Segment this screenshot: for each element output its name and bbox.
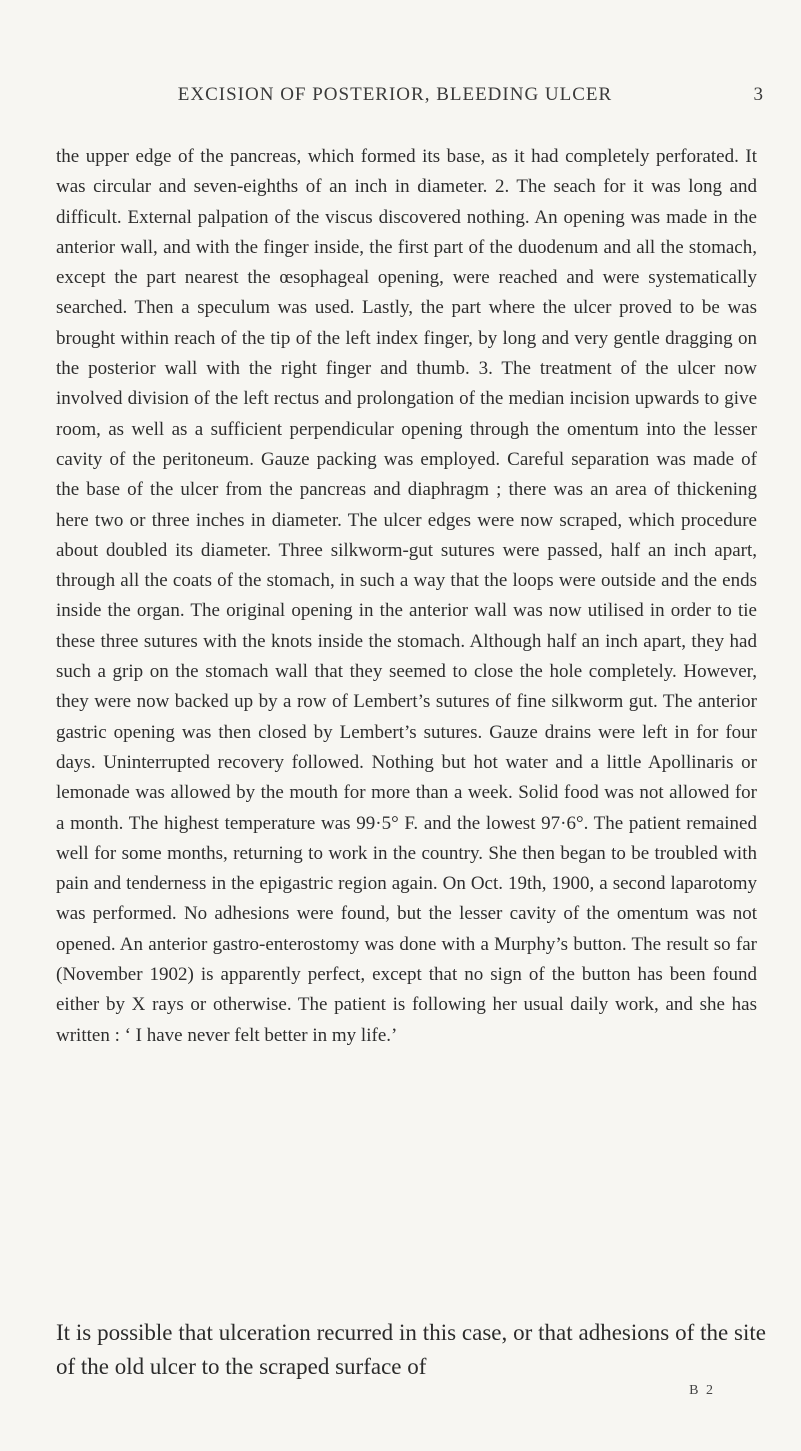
body-paragraph: the upper edge of the pancreas, which formed its base, as it had completely perforated. It was circular and seven-eighths of an inch in diameter. 2. The seach for it was long and difficult. External palpation of the viscus discovered nothing. An opening was made in the anterior wall, and with the finger inside, the first part of the duodenum and all the stomach, except the part nearest the œsophageal opening, were reached and were systematically searched. Then a speculum was used. Lastly, the part where the ulcer proved to be was brought within reach of the tip of the left index finger, by long and very gentle dragging on the posterior wall with the right finger and thumb. 3. The treatment of the ulcer now involved division of the left rectus and prolongation of the median incision upwards to give room, as well as a sufficient perpendicular opening through the omentum into the lesser cavity of the peritoneum. Gauze packing was employed. Careful separation was made of the base of the ulcer from the pancreas and diaphragm ; there was an area of thickening here two or three inches in diameter. The ulcer edges were now scraped, which procedure about doubled its diameter. Three silkworm-gut sutures were passed, half an inch apart, through all the coats of the stomach, in such a way that the loops were outside and the ends inside the organ. The original opening in the anterior wall was now utilised in order to tie these three sutures with the knots inside the stomach. Although half an inch apart, they had such a grip on the stomach wall that they seemed to close the hole completely. However, they were now backed up by a row of Lembert’s sutures of fine silkworm gut. The anterior gastric opening was then closed by Lembert’s sutures. Gauze drains were left in for four days. Uninterrupted recovery followed. Nothing but hot water and a little Apollinaris or lemonade was allowed by the mouth for more than a week. Solid food was not allowed for a month. The highest temperature was 99·5° F. and the lowest 97·6°. The patient remained well for some months, returning to work in the country. She then began to be troubled with pain and tenderness in the epigastric region again. On Oct. 19th, 1900, a second laparotomy was performed. No adhesions were found, but the lesser cavity of the omentum was not opened. An anterior gastro-enterostomy was done with a Murphy’s button. The result so far (November 1902) is apparently perfect, except that no sign of the button has been found either by X rays or otherwise. The patient is following her usual daily work, and she has written : ‘ I have never felt better in my life.’ xyxy=(56,146,757,1046)
continuation-paragraph: It is possible that ulceration recurred in this case, or that adhesions of the site of the old ulcer to the scraped surface of xyxy=(56,1320,766,1379)
body-text xyxy=(56,142,757,1051)
signature-mark: B 2 xyxy=(689,1383,715,1398)
page-number: 3 xyxy=(753,84,763,105)
running-title: EXCISION OF POSTERIOR, BLEEDING ULCER xyxy=(177,84,613,105)
continuation-text xyxy=(56,1316,766,1384)
